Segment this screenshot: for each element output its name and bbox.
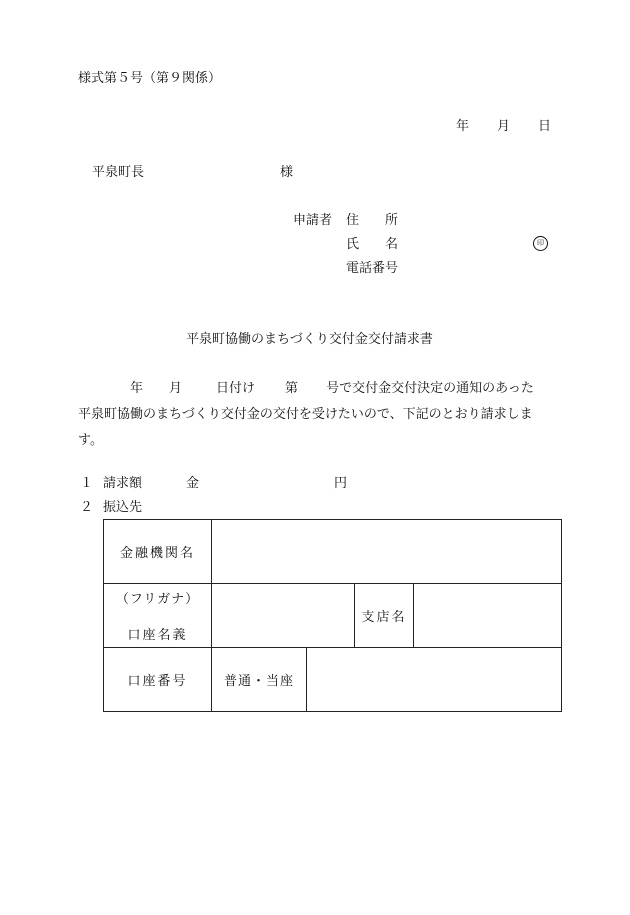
- bank-name-field[interactable]: [212, 520, 562, 584]
- branch-label: 支店名: [355, 584, 414, 648]
- phone-label: 電話番号: [346, 261, 399, 276]
- form-number: 様式第５号（第９関係）: [78, 71, 222, 86]
- date-month-label: 月: [497, 119, 511, 134]
- item-1-label: 請求額: [103, 476, 143, 491]
- item-2-number: ２: [80, 500, 94, 515]
- item-1-suffix: 円: [334, 476, 348, 491]
- item-1-number: １: [80, 476, 94, 491]
- item-1-prefix: 金: [186, 476, 200, 491]
- bank-transfer-table: [103, 519, 562, 712]
- branch-field[interactable]: [414, 584, 562, 648]
- furigana-label: （フリガナ）: [115, 592, 200, 607]
- bank-name-row: [104, 520, 562, 584]
- bank-name-label: 金融機関名: [104, 520, 212, 584]
- item-2-label: 振込先: [103, 500, 143, 515]
- seal-mark: 印: [533, 236, 548, 251]
- account-type[interactable]: 普通・当座: [212, 648, 307, 712]
- applicant-label: 申請者: [293, 213, 333, 228]
- name-label: 氏 名: [346, 237, 399, 252]
- account-holder-label-cell: [104, 584, 212, 648]
- address-label: 住 所: [346, 213, 399, 228]
- addressee-honorific: 様: [280, 165, 294, 180]
- document-title: 平泉町協働のまちづくり交付金交付請求書: [186, 332, 433, 347]
- date-day-label: 日: [538, 119, 552, 134]
- account-number-row: [104, 648, 562, 712]
- addressee-name: 平泉町長: [92, 165, 145, 180]
- body-line-1: 年 月 日付け 第 号で交付金交付決定の通知のあった: [130, 381, 534, 396]
- date-year-label: 年: [456, 119, 470, 134]
- body-line-3: す。: [78, 433, 103, 448]
- request-body: [78, 376, 556, 454]
- account-holder-row: [104, 584, 562, 648]
- account-holder-label: 口座名義: [127, 628, 188, 643]
- account-number-field[interactable]: [307, 648, 562, 712]
- account-holder-field[interactable]: [212, 584, 355, 648]
- account-number-label: 口座番号: [104, 648, 212, 712]
- body-line-2: 平泉町協働のまちづくり交付金の交付を受けたいので、下記のとおり請求しま: [78, 407, 533, 422]
